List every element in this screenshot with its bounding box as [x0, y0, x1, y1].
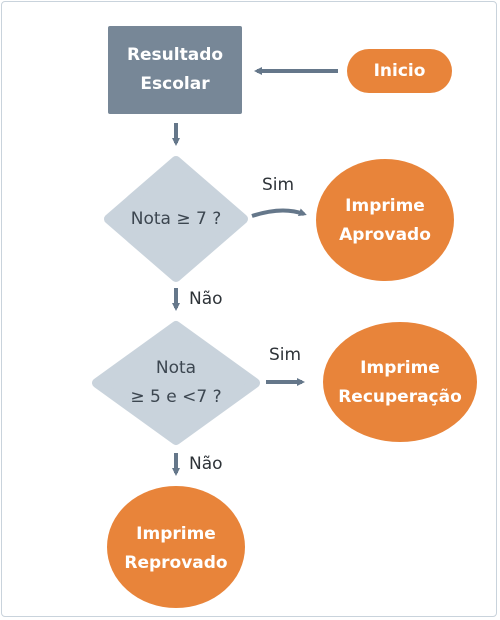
nota-maior-7-label: Nota ≥ 7 ?: [130, 208, 222, 229]
imprime-aprovado-label: Imprime Aprovado: [339, 196, 431, 245]
edge-label-nao-1: Não: [189, 289, 223, 309]
imprime-recuperacao-label: Imprime Recuperação: [338, 358, 462, 407]
edge-label-sim-2: Sim: [269, 345, 302, 365]
edge-label-sim-1: Sim: [262, 175, 295, 195]
inicio-label: Inicio: [373, 60, 426, 81]
resultado-escolar-label: Resultado Escolar: [126, 45, 224, 94]
imprime-reprovado-label: Imprime Reprovado: [124, 524, 228, 573]
nota-entre-5-7-label: Nota ≥ 5 e <7 ?: [130, 358, 222, 407]
edge-label-nao-2: Não: [189, 454, 223, 474]
arrow-decisao1-sim: [252, 210, 304, 216]
